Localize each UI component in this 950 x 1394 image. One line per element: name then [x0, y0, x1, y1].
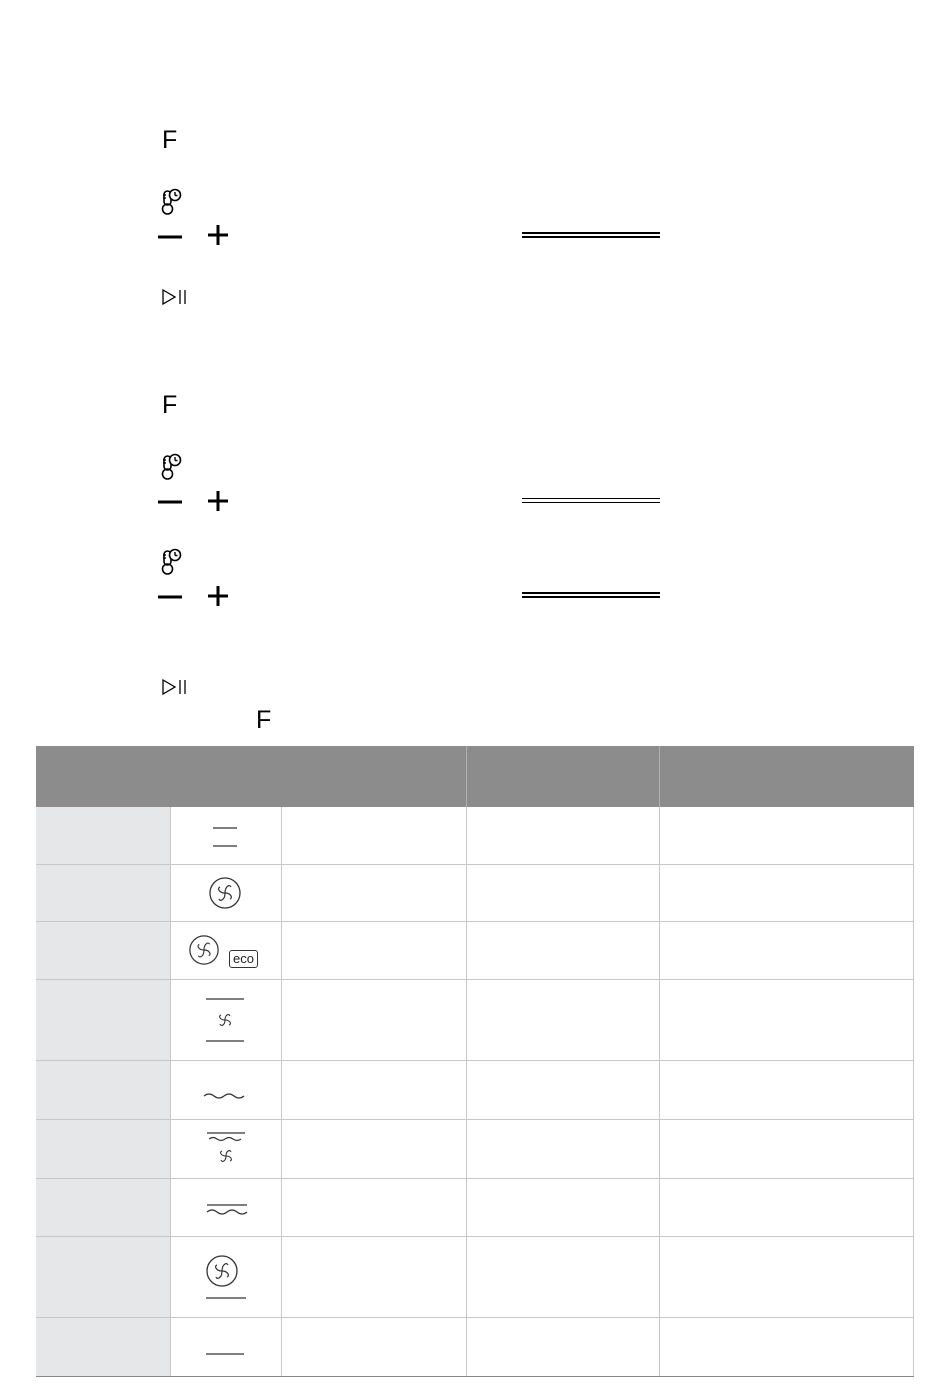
value-display-line: [522, 592, 660, 598]
bottom-heat-icon: [205, 1350, 245, 1358]
plus-icon[interactable]: [207, 490, 229, 512]
value-display-line: [522, 498, 660, 503]
grill-fan-icon: [206, 1130, 246, 1170]
table-first-column: [36, 807, 170, 1377]
ring-heater-fan-icon: [205, 996, 245, 1044]
play-pause-icon[interactable]: [161, 288, 191, 306]
function-key[interactable]: F: [256, 706, 272, 734]
plus-icon[interactable]: [207, 585, 229, 607]
fan-bottom-heat-icon: [205, 1254, 247, 1302]
circulated-air-icon: [208, 876, 242, 910]
eco-badge: eco: [229, 950, 258, 968]
minus-icon[interactable]: [157, 499, 183, 505]
function-key[interactable]: F: [162, 391, 178, 419]
value-display-line: [522, 232, 660, 238]
grill-icon: [203, 1090, 245, 1102]
temperature-clock-icon[interactable]: [160, 548, 184, 576]
plus-icon[interactable]: [207, 224, 229, 246]
top-bottom-heat-icon: [212, 826, 238, 848]
table-header: [36, 746, 914, 807]
circulated-air-eco-icon: [188, 934, 220, 966]
full-grill-icon: [206, 1203, 248, 1217]
minus-icon[interactable]: [157, 594, 183, 600]
temperature-clock-icon[interactable]: [160, 453, 184, 481]
minus-icon[interactable]: [157, 234, 183, 240]
play-pause-icon[interactable]: [161, 678, 191, 696]
temperature-clock-icon[interactable]: [160, 188, 184, 216]
function-key[interactable]: F: [162, 126, 178, 154]
